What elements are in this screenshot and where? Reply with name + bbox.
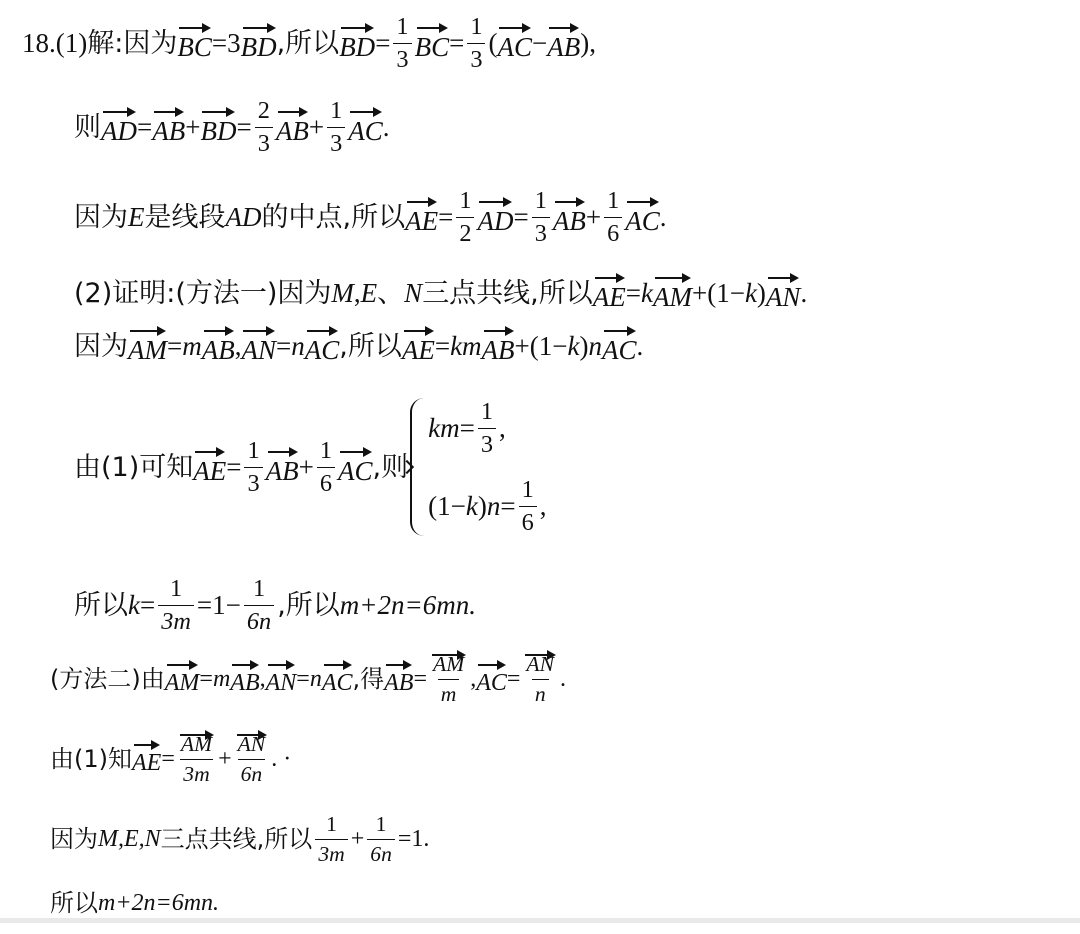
variable-km: km <box>428 412 460 443</box>
variable-k: k <box>641 277 653 308</box>
coefficient: 3 <box>227 27 241 58</box>
fraction <box>315 813 347 865</box>
fraction <box>532 188 550 246</box>
period: . <box>659 201 667 232</box>
equals: = <box>438 201 454 232</box>
comma: , <box>353 277 361 308</box>
numerator: 1 <box>534 187 547 214</box>
vector-ac: AC <box>305 329 340 364</box>
equals: = <box>506 666 521 692</box>
equals: = <box>226 451 242 482</box>
solution-text: (方法二)由 <box>50 665 165 693</box>
equals: = <box>625 277 642 308</box>
fraction <box>178 733 215 785</box>
solution-text: 三点共线,所以 <box>422 277 593 309</box>
comma: , <box>259 666 266 692</box>
vector-ae: AE <box>132 743 161 775</box>
equals: = <box>296 666 310 692</box>
vector-am: AM <box>653 276 692 311</box>
denominator: 6n <box>238 759 266 786</box>
period: . <box>560 666 567 692</box>
paren: ) <box>756 277 766 308</box>
part-label: (1) <box>55 27 88 58</box>
period: . <box>636 330 644 361</box>
variable-n: n <box>486 490 501 521</box>
system-row-2 <box>428 476 546 536</box>
solution-line-9 <box>50 728 291 790</box>
denominator: 3 <box>393 43 411 73</box>
vector-ab: AB <box>202 329 235 364</box>
result-equation: m+2n=6mn. <box>98 890 220 916</box>
point-e: E <box>360 277 378 308</box>
equals: = <box>413 666 428 692</box>
numerator: 1 <box>330 97 343 124</box>
vector-ab: AB <box>266 450 299 485</box>
fraction <box>456 188 474 246</box>
paren: (1− <box>428 490 466 521</box>
solution-text: ,所以 <box>276 27 340 59</box>
vector-ae: AE <box>402 329 435 364</box>
plus: + <box>514 330 530 361</box>
solution-text: (2)证明:(方法一)因为 <box>74 277 332 309</box>
equals: = <box>199 666 213 692</box>
segment-ad: AD <box>225 201 262 232</box>
period: . · <box>271 746 292 772</box>
variable-n: n <box>588 330 602 361</box>
vector-bc: BC <box>177 26 212 61</box>
vector-ac: AC <box>625 200 660 235</box>
left-brace <box>410 398 424 536</box>
denominator: 3 <box>244 467 262 497</box>
numerator-vector-am: AM <box>178 733 215 759</box>
denominator: 3 <box>255 127 273 157</box>
plus: + <box>308 111 325 142</box>
period: . <box>800 277 808 308</box>
variable-n: n <box>291 330 305 361</box>
denominator: 2 <box>456 217 474 247</box>
denominator: 3m <box>315 839 347 866</box>
numerator-vector-am: AM <box>430 653 467 679</box>
problem-number: 18. <box>22 27 56 58</box>
vector-ab: AB <box>276 110 309 145</box>
plus: + <box>218 746 232 772</box>
numerator: 1 <box>607 187 620 214</box>
numerator: 1 <box>252 575 266 602</box>
paren: ) <box>579 330 589 361</box>
vector-an: AN <box>266 663 297 695</box>
solution-text: 由(1)可知 <box>74 451 194 483</box>
fraction <box>235 733 269 785</box>
denominator: 3m <box>180 759 212 786</box>
plus: + <box>298 451 314 482</box>
solution-text: 因为 <box>74 330 128 362</box>
fraction <box>255 98 273 156</box>
variable-n: n <box>309 666 322 692</box>
comma: , <box>234 330 242 361</box>
period: . <box>382 111 390 142</box>
paren: (1− <box>529 330 568 361</box>
vector-ac: AC <box>497 26 532 61</box>
vector-ac: AC <box>338 450 373 485</box>
equals: = <box>375 27 391 58</box>
denominator: 6 <box>317 467 335 497</box>
vector-ad: AD <box>477 200 513 235</box>
fraction <box>244 438 262 496</box>
numerator: 1 <box>169 575 183 602</box>
separator: 、 <box>377 277 405 309</box>
denominator: 6 <box>604 217 622 247</box>
solution-text: 的中点,所以 <box>261 201 406 233</box>
solution-text: ,得 <box>352 665 385 693</box>
equals: = <box>434 330 451 361</box>
plus: + <box>585 201 602 232</box>
paren: ( <box>488 27 498 58</box>
solution-line-10 <box>50 808 429 870</box>
solution-text: 三点共线,所以 <box>160 825 313 853</box>
comma: , <box>499 412 506 443</box>
system-rows <box>428 398 546 536</box>
denominator: 3 <box>327 127 345 157</box>
solution-text: 所以 <box>50 889 98 917</box>
solution-text: 由(1)知 <box>50 745 132 773</box>
equals: = <box>139 589 156 620</box>
solution-text: 解:因为 <box>87 27 178 59</box>
vector-ac: AC <box>476 663 507 695</box>
variable-k: k <box>744 277 757 308</box>
variable-km: km <box>450 330 482 361</box>
equals: = <box>236 111 252 142</box>
equals: = <box>166 330 183 361</box>
plus: + <box>350 826 365 852</box>
equals: =1− <box>196 589 241 620</box>
variable-k: k <box>128 589 140 620</box>
vector-am: AM <box>165 663 200 695</box>
denominator: n <box>532 679 549 706</box>
vector-ae: AE <box>593 276 626 311</box>
paren: (1− <box>707 277 745 308</box>
solution-line-5 <box>74 315 643 377</box>
denominator: 3 <box>478 428 496 458</box>
solution-line-6 <box>74 392 546 542</box>
solution-text: 是线段 <box>144 201 226 233</box>
equals: = <box>459 412 475 443</box>
comma: , <box>470 666 477 692</box>
result-equation: m+2n=6mn. <box>339 589 476 620</box>
fraction <box>467 14 485 72</box>
bottom-divider <box>0 918 1080 923</box>
vector-ab: AB <box>553 200 586 235</box>
solution-line-8 <box>50 648 566 710</box>
paren: ) <box>477 490 487 521</box>
fraction <box>327 98 345 156</box>
equals: = <box>211 27 228 58</box>
numerator-vector-an: AN <box>523 653 557 679</box>
denominator: 3m <box>158 605 194 635</box>
numerator: 1 <box>459 187 472 214</box>
numerator: 1 <box>375 811 387 836</box>
numerator: 1 <box>319 437 333 464</box>
denominator: m <box>438 679 460 706</box>
equals: = <box>137 111 153 142</box>
numerator-vector-an: AN <box>235 733 269 759</box>
denominator: 3 <box>467 43 485 73</box>
vector-ab: AB <box>547 26 580 61</box>
fraction <box>317 438 335 496</box>
numerator: 1 <box>326 811 337 836</box>
fraction <box>393 14 411 72</box>
solution-text: ,所以 <box>339 330 402 362</box>
vector-ab: AB <box>482 329 515 364</box>
solution-text: 所以 <box>74 589 128 621</box>
vector-ac: AC <box>602 329 637 364</box>
vector-ab: AB <box>230 663 259 695</box>
solution-line-3 <box>74 186 667 248</box>
solution-text: 因为 <box>50 825 98 853</box>
numerator: 1 <box>521 476 534 503</box>
vector-bd: BD <box>241 26 277 61</box>
vector-ac: AC <box>348 110 383 145</box>
point-e: E <box>128 201 145 232</box>
system-row-1 <box>428 398 546 458</box>
vector-am: AM <box>128 329 167 364</box>
vector-an: AN <box>241 329 276 364</box>
equals: = <box>449 27 465 58</box>
fraction <box>604 188 622 246</box>
denominator: 6 <box>519 506 537 536</box>
denominator: 3 <box>532 217 550 247</box>
variable-k: k <box>465 490 478 521</box>
equals: = <box>500 490 516 521</box>
plus: + <box>691 277 708 308</box>
vector-bd: BD <box>200 110 236 145</box>
point-n: N <box>404 277 423 308</box>
solution-text: ,所以 <box>277 589 340 621</box>
numerator: 1 <box>480 398 494 425</box>
plus: + <box>185 111 201 142</box>
equals: = <box>513 201 529 232</box>
comma: , <box>539 490 547 521</box>
vector-bd: BD <box>339 26 375 61</box>
equation-system <box>408 398 546 536</box>
vector-ab: AB <box>152 110 185 145</box>
minus: − <box>532 27 548 58</box>
equals-one: =1. <box>397 826 430 852</box>
fraction <box>158 576 194 634</box>
numerator: 1 <box>470 13 483 40</box>
fraction <box>367 813 395 865</box>
variable-m: m <box>182 330 202 361</box>
vector-ae: AE <box>405 200 438 235</box>
paren: ), <box>580 27 596 58</box>
solution-text: ,则 <box>372 451 409 483</box>
fraction <box>430 653 467 705</box>
equals: = <box>275 330 292 361</box>
variable-k: k <box>567 330 580 361</box>
fraction <box>519 477 537 535</box>
vector-ab: AB <box>384 663 413 695</box>
fraction <box>244 576 274 634</box>
vector-ad: AD <box>101 110 137 145</box>
fraction <box>478 399 496 457</box>
denominator: 6n <box>367 839 395 866</box>
fraction <box>523 653 557 705</box>
vector-an: AN <box>766 276 801 311</box>
vector-ae: AE <box>193 450 226 485</box>
solution-line-1 <box>22 12 596 74</box>
numerator: 1 <box>396 13 409 40</box>
solution-line-2 <box>74 96 390 158</box>
variable-m: m <box>212 666 231 692</box>
numerator: 2 <box>257 97 270 124</box>
equals: = <box>161 746 175 772</box>
denominator: 6n <box>244 605 274 635</box>
vector-ac: AC <box>322 663 353 695</box>
solution-line-11 <box>50 872 219 934</box>
point-m: M <box>331 277 354 308</box>
solution-text: 则 <box>74 111 101 143</box>
points-men: M,E,N <box>98 826 161 852</box>
solution-line-7 <box>74 574 476 636</box>
solution-text: 因为 <box>74 201 128 233</box>
numerator: 1 <box>247 437 260 464</box>
vector-bc: BC <box>415 26 450 61</box>
